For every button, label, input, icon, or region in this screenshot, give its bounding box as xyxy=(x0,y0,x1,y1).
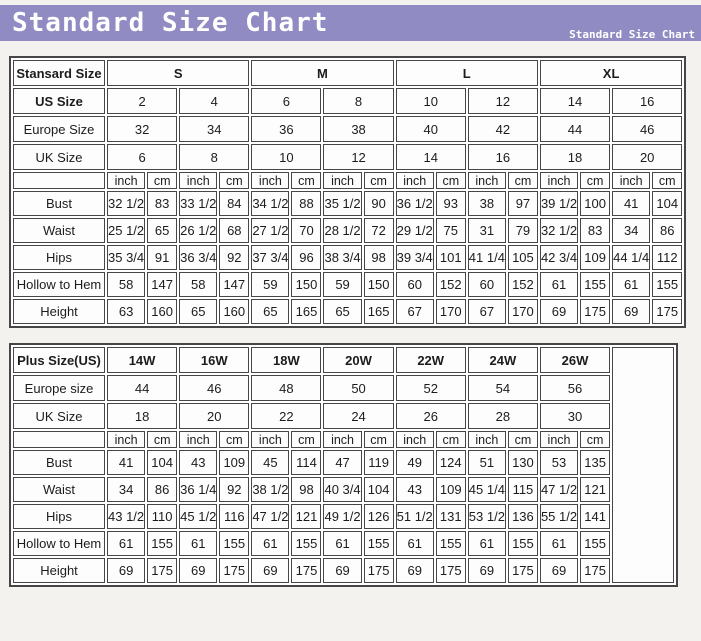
measure-value: 92 xyxy=(219,245,249,270)
unit-inch-header: inch xyxy=(107,172,145,189)
measure-value: 69 xyxy=(540,299,578,324)
measure-value: 155 xyxy=(147,531,177,556)
empty-column xyxy=(612,347,674,583)
page xyxy=(0,5,701,641)
measure-value: 86 xyxy=(147,477,177,502)
row-label: Hips xyxy=(13,245,105,270)
measure-value: 49 xyxy=(396,450,434,475)
measure-value: 38 xyxy=(468,191,506,216)
measure-value: 124 xyxy=(436,450,466,475)
size-value: 6 xyxy=(251,88,321,114)
measure-value: 65 xyxy=(147,218,177,243)
measure-value: 170 xyxy=(508,299,538,324)
page-title: Standard Size Chart xyxy=(12,8,329,38)
row-label: Height xyxy=(13,299,105,324)
size-group-header: 22W xyxy=(396,347,466,373)
unit-inch-header: inch xyxy=(179,172,217,189)
row-label: UK Size xyxy=(13,403,105,429)
standard-size-table xyxy=(9,56,686,328)
table-row xyxy=(13,477,674,502)
size-value: 8 xyxy=(323,88,393,114)
empty-cell xyxy=(13,431,105,448)
size-value: 12 xyxy=(323,144,393,170)
header-watermark: Standard Size Chart xyxy=(569,28,695,41)
measure-value: 44 1/4 xyxy=(612,245,650,270)
table-row xyxy=(13,431,674,448)
size-value: 22 xyxy=(251,403,321,429)
unit-cm-header: cm xyxy=(291,172,321,189)
table-row xyxy=(13,245,682,270)
size-value: 28 xyxy=(468,403,538,429)
measure-value: 155 xyxy=(652,272,682,297)
unit-cm-header: cm xyxy=(508,172,538,189)
measure-value: 49 1/2 xyxy=(323,504,361,529)
size-value: 48 xyxy=(251,375,321,401)
size-group-header: M xyxy=(251,60,393,86)
measure-value: 84 xyxy=(219,191,249,216)
size-group-header: L xyxy=(396,60,538,86)
measure-value: 170 xyxy=(436,299,466,324)
unit-cm-header: cm xyxy=(364,172,394,189)
measure-value: 72 xyxy=(364,218,394,243)
table-row xyxy=(13,403,674,429)
size-value: 10 xyxy=(251,144,321,170)
measure-value: 35 3/4 xyxy=(107,245,145,270)
row-label: Waist xyxy=(13,477,105,502)
unit-cm-header: cm xyxy=(147,431,177,448)
measure-value: 83 xyxy=(147,191,177,216)
measure-value: 155 xyxy=(364,531,394,556)
size-value: 10 xyxy=(396,88,466,114)
measure-value: 175 xyxy=(580,299,610,324)
measure-value: 59 xyxy=(251,272,289,297)
header-bar xyxy=(0,5,701,41)
size-value: 44 xyxy=(540,116,610,142)
size-value: 16 xyxy=(468,144,538,170)
measure-value: 69 xyxy=(251,558,289,583)
measure-value: 69 xyxy=(612,299,650,324)
table-row xyxy=(13,88,682,114)
table-row xyxy=(13,531,674,556)
measure-value: 155 xyxy=(508,531,538,556)
size-group-header: 20W xyxy=(323,347,393,373)
table-row xyxy=(13,504,674,529)
table-row xyxy=(13,299,682,324)
measure-value: 175 xyxy=(436,558,466,583)
plus-size-table xyxy=(9,343,678,587)
measure-value: 45 1/4 xyxy=(468,477,506,502)
measure-value: 61 xyxy=(612,272,650,297)
measure-value: 104 xyxy=(364,477,394,502)
row-label: Hips xyxy=(13,504,105,529)
measure-value: 135 xyxy=(580,450,610,475)
measure-value: 25 1/2 xyxy=(107,218,145,243)
size-value: 30 xyxy=(540,403,610,429)
measure-value: 61 xyxy=(179,531,217,556)
measure-value: 42 3/4 xyxy=(540,245,578,270)
unit-cm-header: cm xyxy=(436,172,466,189)
measure-value: 27 1/2 xyxy=(251,218,289,243)
table-row xyxy=(13,60,682,86)
measure-value: 51 xyxy=(468,450,506,475)
measure-value: 43 1/2 xyxy=(107,504,145,529)
size-group-header: XL xyxy=(540,60,682,86)
table-row xyxy=(13,347,674,373)
measure-value: 45 1/2 xyxy=(179,504,217,529)
measure-value: 38 3/4 xyxy=(323,245,361,270)
measure-value: 69 xyxy=(179,558,217,583)
corner-label: Stansard Size xyxy=(13,60,105,86)
size-value: 4 xyxy=(179,88,249,114)
measure-value: 126 xyxy=(364,504,394,529)
size-value: 52 xyxy=(396,375,466,401)
measure-value: 110 xyxy=(147,504,177,529)
unit-cm-header: cm xyxy=(436,431,466,448)
size-value: 20 xyxy=(179,403,249,429)
measure-value: 105 xyxy=(508,245,538,270)
measure-value: 141 xyxy=(580,504,610,529)
measure-value: 155 xyxy=(580,272,610,297)
unit-cm-header: cm xyxy=(652,172,682,189)
table-row xyxy=(13,144,682,170)
measure-value: 32 1/2 xyxy=(107,191,145,216)
measure-value: 104 xyxy=(652,191,682,216)
row-label: Waist xyxy=(13,218,105,243)
measure-value: 60 xyxy=(468,272,506,297)
measure-value: 155 xyxy=(580,531,610,556)
size-value: 46 xyxy=(179,375,249,401)
table-row xyxy=(13,218,682,243)
size-value: 38 xyxy=(323,116,393,142)
measure-value: 165 xyxy=(291,299,321,324)
measure-value: 53 xyxy=(540,450,578,475)
measure-value: 155 xyxy=(436,531,466,556)
unit-inch-header: inch xyxy=(251,172,289,189)
measure-value: 121 xyxy=(580,477,610,502)
measure-value: 51 1/2 xyxy=(396,504,434,529)
measure-value: 97 xyxy=(508,191,538,216)
table-row xyxy=(13,450,674,475)
measure-value: 69 xyxy=(540,558,578,583)
size-value: 16 xyxy=(612,88,682,114)
measure-value: 61 xyxy=(468,531,506,556)
measure-value: 38 1/2 xyxy=(251,477,289,502)
unit-inch-header: inch xyxy=(323,431,361,448)
size-value: 56 xyxy=(540,375,610,401)
size-value: 20 xyxy=(612,144,682,170)
measure-value: 53 1/2 xyxy=(468,504,506,529)
measure-value: 47 1/2 xyxy=(540,477,578,502)
measure-value: 59 xyxy=(323,272,361,297)
table-row xyxy=(13,375,674,401)
size-value: 36 xyxy=(251,116,321,142)
size-value: 8 xyxy=(179,144,249,170)
unit-cm-header: cm xyxy=(219,431,249,448)
unit-inch-header: inch xyxy=(396,172,434,189)
size-value: 6 xyxy=(107,144,177,170)
size-value: 14 xyxy=(396,144,466,170)
measure-value: 40 3/4 xyxy=(323,477,361,502)
measure-value: 75 xyxy=(436,218,466,243)
unit-inch-header: inch xyxy=(468,431,506,448)
unit-cm-header: cm xyxy=(219,172,249,189)
table-row xyxy=(13,116,682,142)
measure-value: 61 xyxy=(323,531,361,556)
row-label: Hollow to Hem xyxy=(13,531,105,556)
measure-value: 39 3/4 xyxy=(396,245,434,270)
measure-value: 109 xyxy=(219,450,249,475)
measure-value: 155 xyxy=(291,531,321,556)
measure-value: 28 1/2 xyxy=(323,218,361,243)
measure-value: 98 xyxy=(364,245,394,270)
measure-value: 36 1/2 xyxy=(396,191,434,216)
measure-value: 45 xyxy=(251,450,289,475)
row-label: Bust xyxy=(13,191,105,216)
measure-value: 96 xyxy=(291,245,321,270)
unit-cm-header: cm xyxy=(364,431,394,448)
measure-value: 121 xyxy=(291,504,321,529)
measure-value: 119 xyxy=(364,450,394,475)
size-value: 18 xyxy=(107,403,177,429)
measure-value: 150 xyxy=(291,272,321,297)
size-value: 44 xyxy=(107,375,177,401)
size-value: 46 xyxy=(612,116,682,142)
measure-value: 147 xyxy=(219,272,249,297)
size-group-header: 18W xyxy=(251,347,321,373)
measure-value: 83 xyxy=(580,218,610,243)
measure-value: 41 xyxy=(107,450,145,475)
measure-value: 109 xyxy=(436,477,466,502)
measure-value: 58 xyxy=(107,272,145,297)
unit-cm-header: cm xyxy=(508,431,538,448)
measure-value: 114 xyxy=(291,450,321,475)
unit-cm-header: cm xyxy=(147,172,177,189)
size-group-header: 14W xyxy=(107,347,177,373)
measure-value: 104 xyxy=(147,450,177,475)
measure-value: 61 xyxy=(540,531,578,556)
size-group-header: 16W xyxy=(179,347,249,373)
measure-value: 63 xyxy=(107,299,145,324)
measure-value: 155 xyxy=(219,531,249,556)
measure-value: 175 xyxy=(580,558,610,583)
measure-value: 58 xyxy=(179,272,217,297)
size-value: 40 xyxy=(396,116,466,142)
size-value: 34 xyxy=(179,116,249,142)
measure-value: 175 xyxy=(291,558,321,583)
measure-value: 39 1/2 xyxy=(540,191,578,216)
row-label: Bust xyxy=(13,450,105,475)
measure-value: 36 1/4 xyxy=(179,477,217,502)
row-label: Europe Size xyxy=(13,116,105,142)
unit-inch-header: inch xyxy=(251,431,289,448)
measure-value: 43 xyxy=(396,477,434,502)
measure-value: 130 xyxy=(508,450,538,475)
table-row xyxy=(13,191,682,216)
measure-value: 35 1/2 xyxy=(323,191,361,216)
measure-value: 131 xyxy=(436,504,466,529)
measure-value: 29 1/2 xyxy=(396,218,434,243)
measure-value: 160 xyxy=(147,299,177,324)
measure-value: 34 xyxy=(107,477,145,502)
measure-value: 55 1/2 xyxy=(540,504,578,529)
unit-inch-header: inch xyxy=(540,172,578,189)
measure-value: 33 1/2 xyxy=(179,191,217,216)
size-value: 24 xyxy=(323,403,393,429)
measure-value: 152 xyxy=(508,272,538,297)
measure-value: 116 xyxy=(219,504,249,529)
unit-inch-header: inch xyxy=(323,172,361,189)
measure-value: 152 xyxy=(436,272,466,297)
measure-value: 61 xyxy=(396,531,434,556)
size-group-header: S xyxy=(107,60,249,86)
measure-value: 43 xyxy=(179,450,217,475)
measure-value: 69 xyxy=(396,558,434,583)
unit-cm-header: cm xyxy=(291,431,321,448)
measure-value: 86 xyxy=(652,218,682,243)
size-group-header: 24W xyxy=(468,347,538,373)
measure-value: 175 xyxy=(652,299,682,324)
measure-value: 31 xyxy=(468,218,506,243)
size-value: 32 xyxy=(107,116,177,142)
measure-value: 100 xyxy=(580,191,610,216)
unit-inch-header: inch xyxy=(179,431,217,448)
size-value: 12 xyxy=(468,88,538,114)
measure-value: 69 xyxy=(107,558,145,583)
measure-value: 70 xyxy=(291,218,321,243)
table-row xyxy=(13,272,682,297)
corner-label: Plus Size(US) xyxy=(13,347,105,373)
size-value: 42 xyxy=(468,116,538,142)
empty-cell xyxy=(13,172,105,189)
unit-inch-header: inch xyxy=(612,172,650,189)
size-group-header: 26W xyxy=(540,347,610,373)
size-value: 2 xyxy=(107,88,177,114)
row-label: Hollow to Hem xyxy=(13,272,105,297)
unit-inch-header: inch xyxy=(107,431,145,448)
measure-value: 65 xyxy=(251,299,289,324)
measure-value: 175 xyxy=(508,558,538,583)
measure-value: 36 3/4 xyxy=(179,245,217,270)
row-label: Height xyxy=(13,558,105,583)
measure-value: 91 xyxy=(147,245,177,270)
size-value: 54 xyxy=(468,375,538,401)
table-row xyxy=(13,172,682,189)
size-value: 18 xyxy=(540,144,610,170)
measure-value: 175 xyxy=(147,558,177,583)
measure-value: 65 xyxy=(323,299,361,324)
measure-value: 61 xyxy=(107,531,145,556)
measure-value: 41 1/4 xyxy=(468,245,506,270)
measure-value: 93 xyxy=(436,191,466,216)
measure-value: 65 xyxy=(179,299,217,324)
measure-value: 147 xyxy=(147,272,177,297)
measure-value: 115 xyxy=(508,477,538,502)
measure-value: 165 xyxy=(364,299,394,324)
measure-value: 92 xyxy=(219,477,249,502)
measure-value: 26 1/2 xyxy=(179,218,217,243)
measure-value: 68 xyxy=(219,218,249,243)
measure-value: 109 xyxy=(580,245,610,270)
measure-value: 47 xyxy=(323,450,361,475)
measure-value: 67 xyxy=(468,299,506,324)
row-label: Europe size xyxy=(13,375,105,401)
measure-value: 67 xyxy=(396,299,434,324)
size-value: 50 xyxy=(323,375,393,401)
size-value: 14 xyxy=(540,88,610,114)
measure-value: 101 xyxy=(436,245,466,270)
measure-value: 112 xyxy=(652,245,682,270)
measure-value: 37 3/4 xyxy=(251,245,289,270)
measure-value: 98 xyxy=(291,477,321,502)
measure-value: 69 xyxy=(323,558,361,583)
measure-value: 61 xyxy=(540,272,578,297)
size-value: 26 xyxy=(396,403,466,429)
measure-value: 79 xyxy=(508,218,538,243)
measure-value: 32 1/2 xyxy=(540,218,578,243)
measure-value: 47 1/2 xyxy=(251,504,289,529)
measure-value: 69 xyxy=(468,558,506,583)
measure-value: 136 xyxy=(508,504,538,529)
measure-value: 88 xyxy=(291,191,321,216)
unit-cm-header: cm xyxy=(580,431,610,448)
measure-value: 41 xyxy=(612,191,650,216)
unit-inch-header: inch xyxy=(396,431,434,448)
measure-value: 34 xyxy=(612,218,650,243)
table-row xyxy=(13,558,674,583)
measure-value: 160 xyxy=(219,299,249,324)
measure-value: 175 xyxy=(219,558,249,583)
measure-value: 61 xyxy=(251,531,289,556)
unit-cm-header: cm xyxy=(580,172,610,189)
unit-inch-header: inch xyxy=(540,431,578,448)
measure-value: 175 xyxy=(364,558,394,583)
unit-inch-header: inch xyxy=(468,172,506,189)
row-label: US Size xyxy=(13,88,105,114)
measure-value: 90 xyxy=(364,191,394,216)
row-label: UK Size xyxy=(13,144,105,170)
measure-value: 34 1/2 xyxy=(251,191,289,216)
measure-value: 60 xyxy=(396,272,434,297)
measure-value: 150 xyxy=(364,272,394,297)
